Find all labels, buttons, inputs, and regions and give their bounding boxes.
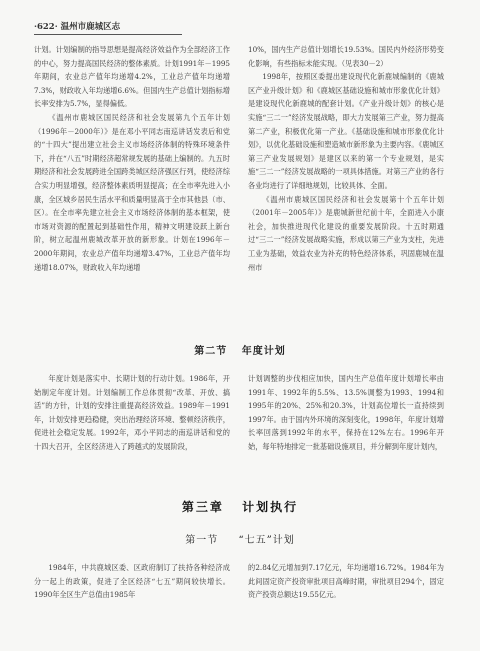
- bottom-left-column: [34, 561, 230, 602]
- header-rule: [34, 34, 182, 35]
- paragraph: 《温州市鹿城区国民经济和社会发展第九个五年计划（1996年－2000年）》是在邓小平同志南巡讲话发表后和党的“十四大”提出建立社会主义市场经济体制的特殊环境条件下，并在“八五”时期经济超常规发展的基础上编制的。九五时期经济和社会发展跨进全国跨类城区经济强区行列，使经济综合实力明显增强，经济整体素质明显提高；在全市率先进入小康，全区城乡居民生活水平和质量明显高于全市其他县（市、区）。在全市率先建立社会主义市场经济体制的基本框架，使市场对资源的配置起到基础性作用，精神文明建设跃上新台阶，树立起温州鹿城改革开放的新形象。计划在1996年－2000年期间，农业总产值年均递增3.47%，工业总产值年均递增18.07%，财政收入年均递增: [34, 112, 230, 272]
- paragraph: 1998年，按照区委提出建设现代化新鹿城编制的《鹿城区产业升级计划》和《鹿城区基础设施和城市形象优化计划》是建设现代化新鹿城的配套计划。《产业升级计划》的核心是实施“三二一”经济发展战略，即大力发展第三产业，努力提高第二产业，积极优化第一产业。《基础设施和城市形象优化计划》，以优化基础设施和塑造城市新形象为主要内容。《鹿城区第三产业发展规划》是建区以来的第一个专业规划，是实施“三二一”经济发展战略的一项具体措施。对第三产业的各行各业均进行了详细地规划，比较具体、全面。: [248, 72, 444, 190]
- paragraph: 计划。计划编制的指导思想是提高经济效益作为全部经济工作的中心，努力提高国民经济的整体素质。计划1991年－1995年期间，农业总产值年均递增4.2%，工业总产值年均递增7.3%，财政收入年均递增6.6%。但国内生产总值计划指标增长率安排为5.7%，显得偏低。: [34, 45, 230, 109]
- chapter-title: 第三章 计划执行: [181, 500, 299, 514]
- paragraph: 计划调整的步伐相应加快，国内生产总值年度计划增长率由1991年、1992年的5.5%、13.5%调整为1993、1994和1995年的20%、25%和20.3%，计划高位增长一直持续到1997年。由于国内外环境的深刻变化，1998年，年度计划增长率回落到1992年的水平，保持在12%左右。1996年开始，每年特地排定一批基础设施项目，并分解到年度计划内，: [248, 374, 444, 451]
- paragraph: 10%，国内生产总值计划增长19.53%。国民内外经济形势变化影响，有些指标未能实现。（见表30－2）: [248, 45, 444, 68]
- paragraph: 《温州市鹿城区国民经济和社会发展第十个五年计划（2001年－2005年）》是鹿城新世纪前十年，全面进入小康社会，加快推进现代化建设的重要发展阶段。十五时期通过“三二一”经济发展战略实施，形成以第三产业为支柱，先进工业为基础，效益农业为补充的特色经济体系，巩固鹿城在温州市: [248, 194, 444, 272]
- mid-left-column: [34, 372, 230, 454]
- mid-right-column: [248, 372, 444, 454]
- section-title: 第二节 年度计划: [194, 346, 286, 357]
- running-header: ·622· 温州市鹿城区志: [34, 22, 121, 32]
- paragraph: 年度计划是落实中、长期计划的行动计划。1986年，开始制定年度计划。计划编制工作总体贯彻“改革、开放、搞活”的方针，计划的安排注重提高经济效益。1989年－1991年，计划安排更趋稳健，突出治理经济环境、整顿经济秩序，促进社会稳定发展。1992年，邓小平同志的南巡讲话和党的十四大召开，全区经济进入了跨越式的发展阶段，: [34, 374, 230, 451]
- top-left-column: [34, 43, 230, 274]
- paragraph: 1984年，中共鹿城区委、区政府制订了扶持各种经济成分一起上的政策，促进了全区经济“七五”期间较快增长。1990年全区生产总值由1985年: [34, 563, 230, 600]
- paragraph: 的2.84亿元增加到7.17亿元，年均递增16.72%。1984年为此间固定资产投资审批项目高峰时期，审批项目294个，固定资产投资总额达19.55亿元。: [248, 563, 444, 600]
- top-right-column: [248, 43, 444, 274]
- section-title: 第一节 “七五”计划: [185, 535, 295, 546]
- bottom-right-column: [248, 561, 444, 602]
